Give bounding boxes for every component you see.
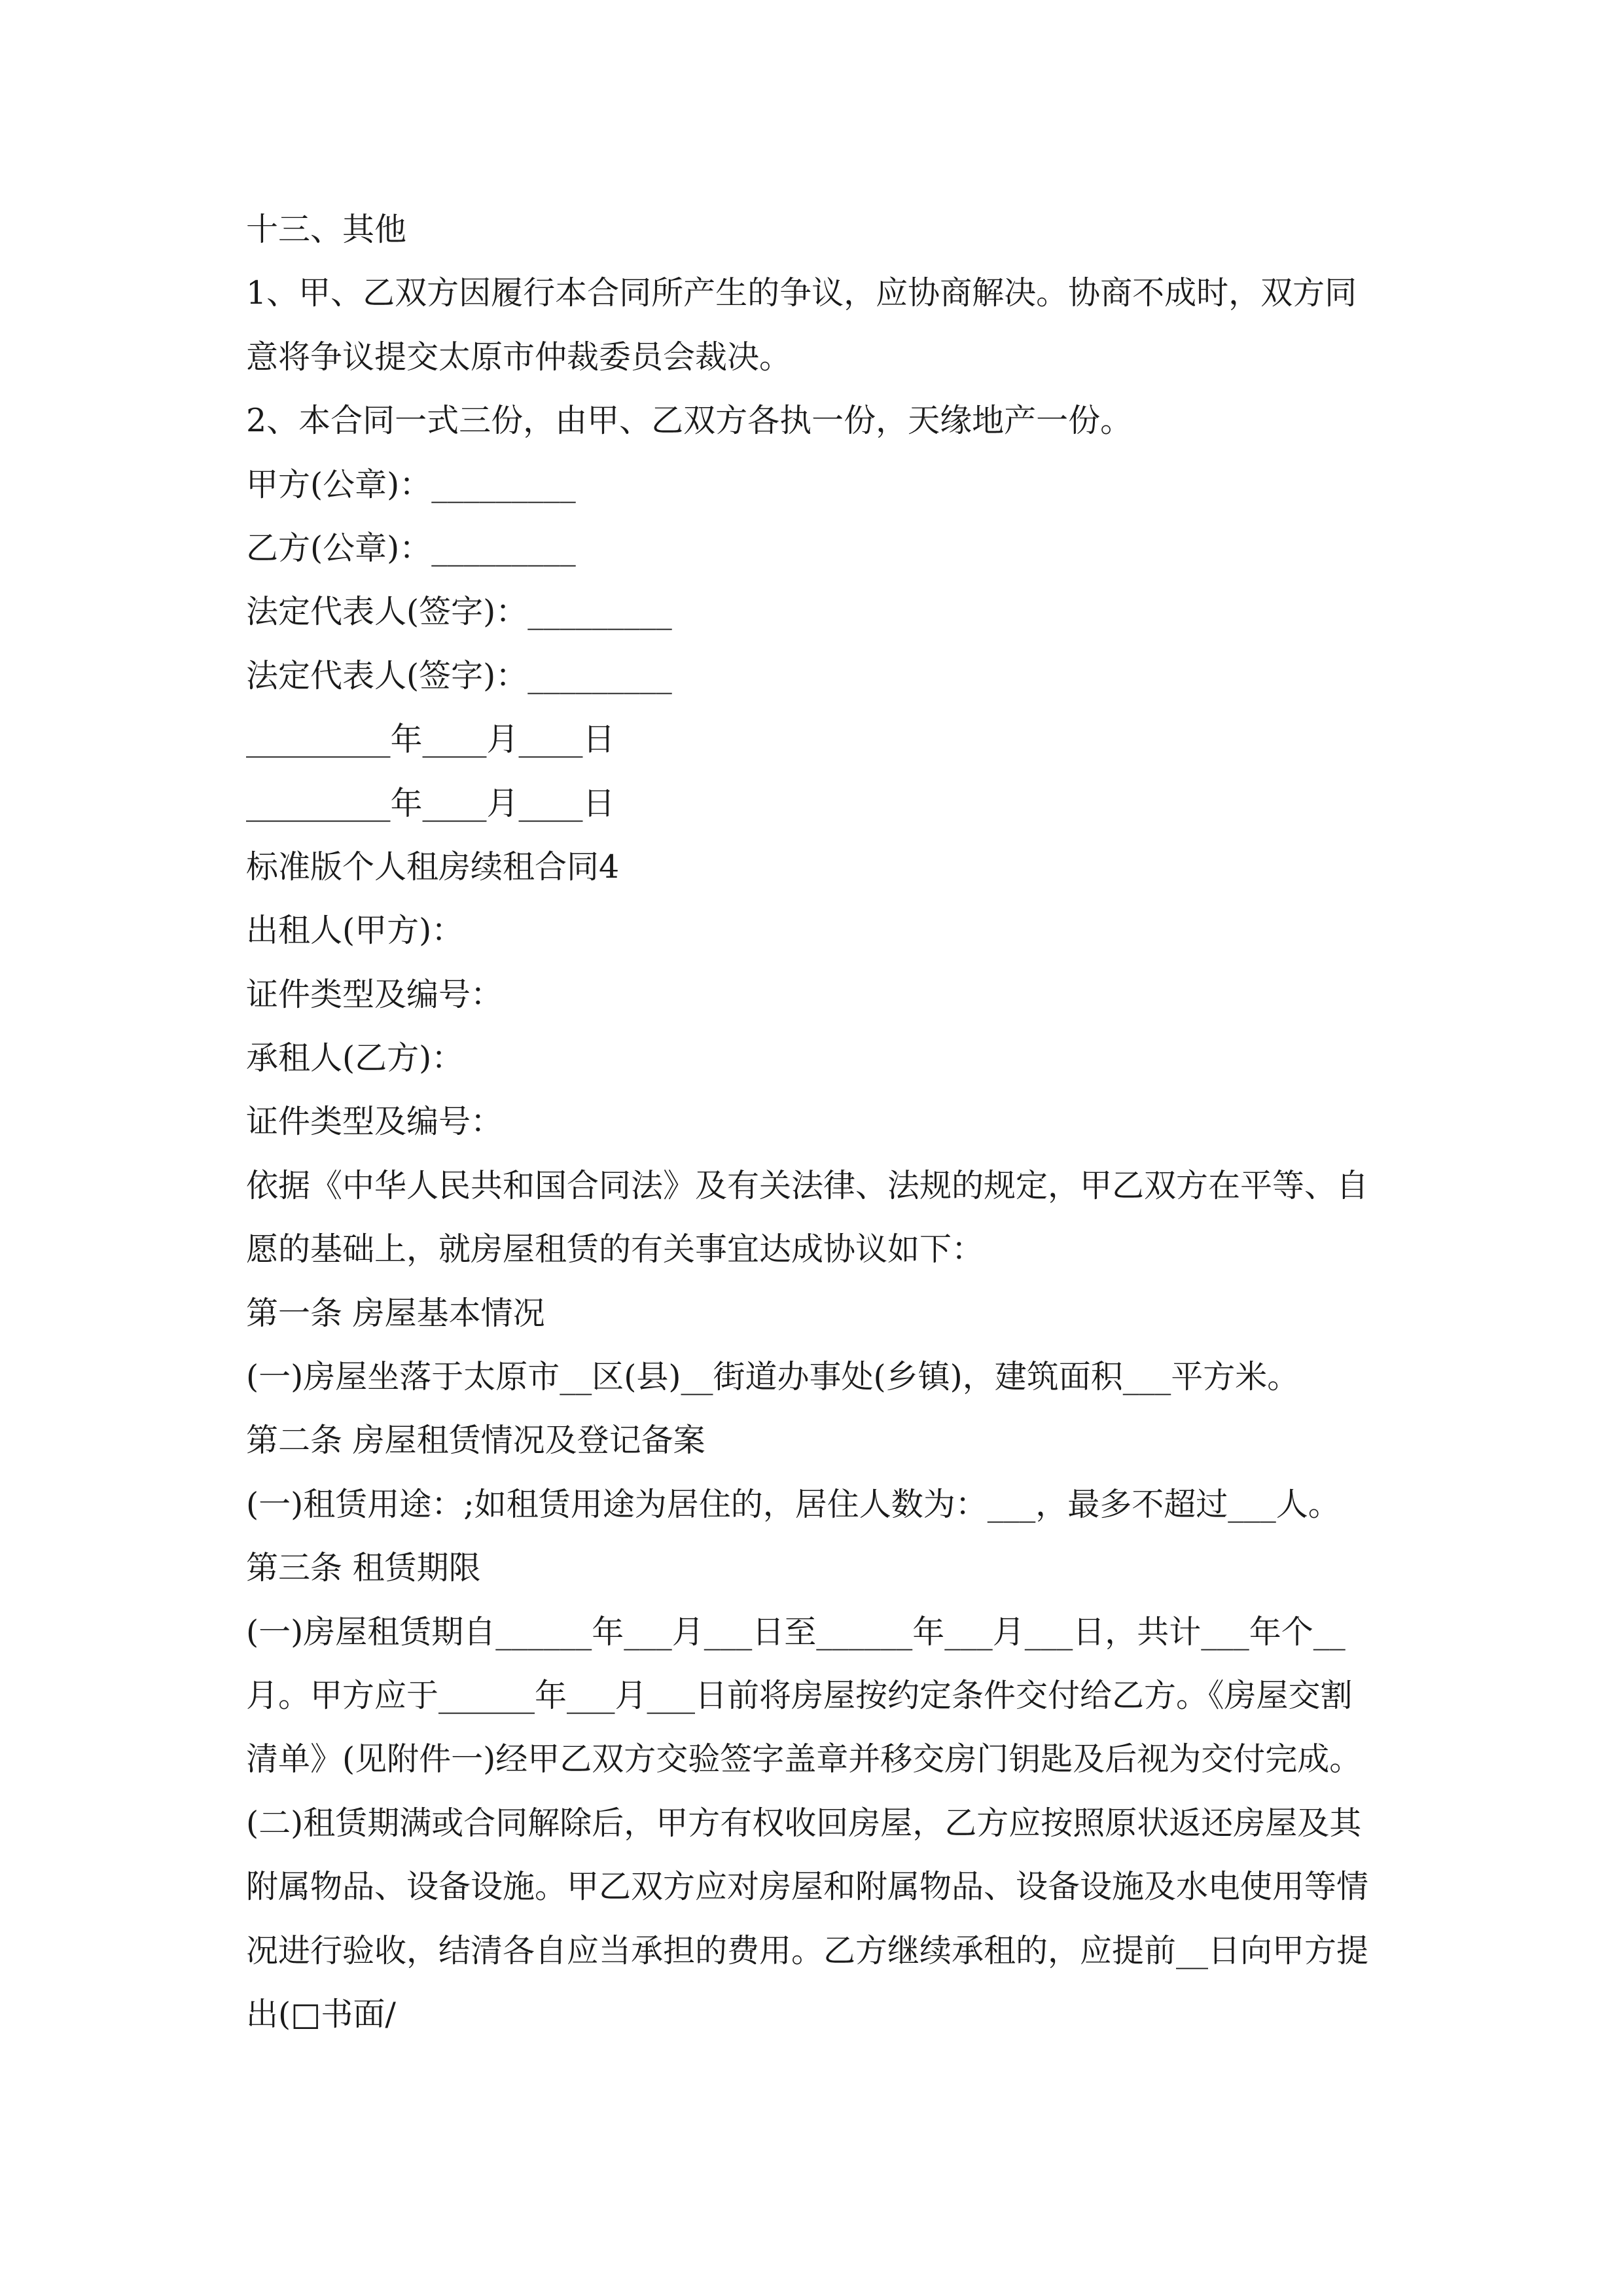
article-3-clause-1-line-3: 清单》(见附件一)经甲乙双方交验签字盖章并移交房门钥匙及后视为交付完成。	[246, 1740, 1362, 1778]
article-3-clause-1-line-1: (一)房屋租赁期自______年___月___日至______年___月___日，共计___年个__	[246, 1613, 1346, 1651]
contract-title: 标准版个人租房续租合同4	[246, 848, 620, 886]
lessor-id-field: 证件类型及编号：	[246, 975, 503, 1013]
article-1-clause-1: (一)房屋坐落于太原市__区(县)__街道办事处(乡镇)，建筑面积___平方米。	[246, 1358, 1300, 1396]
lessor-field: 出租人(甲方)：	[246, 912, 464, 950]
article-1-heading: 第一条 房屋基本情况	[246, 1294, 545, 1332]
lessee-id-field: 证件类型及编号：	[246, 1103, 503, 1141]
preamble-line-1: 依据《中华人民共和国合同法》及有关法律、法规的规定，甲乙双方在平等、自	[246, 1166, 1369, 1204]
article-3-clause-1-line-2: 月。甲方应于______年___月___日前将房屋按约定条件交付给乙方。《房屋交割	[246, 1676, 1353, 1714]
dispute-clause-line-2: 意将争议提交太原市仲裁委员会裁决。	[246, 338, 792, 376]
party-a-seal-line: 甲方(公章)：_________	[246, 465, 576, 503]
document-body	[246, 207, 1398, 2055]
copies-clause: 2、本合同一式三份，由甲、乙双方各执一份，天缘地产一份。	[246, 402, 1133, 440]
dispute-clause-line-1: 1、甲、乙双方因履行本合同所产生的争议，应协商解决。协商不成时，双方同	[246, 274, 1357, 312]
article-3-clause-2-line-3: 况进行验收，结清各自应当承担的费用。乙方继续承租的，应提前__日向甲方提	[246, 1931, 1369, 1969]
article-3-clause-2-line-2: 附属物品、设备设施。甲乙双方应对房屋和附属物品、设备设施及水电使用等情	[246, 1868, 1369, 1906]
article-3-heading: 第三条 租赁期限	[246, 1549, 481, 1587]
date-line: _________年____月____日	[246, 784, 615, 822]
date-line: _________年____月____日	[246, 721, 615, 759]
article-3-clause-2-line-4: 出(□书面/	[246, 1995, 396, 2033]
legal-rep-signature-line: 法定代表人(签字)：_________	[246, 593, 672, 631]
preamble-line-2: 愿的基础上，就房屋租赁的有关事宜达成协议如下：	[246, 1230, 984, 1268]
legal-rep-signature-line: 法定代表人(签字)：_________	[246, 656, 672, 694]
lessee-field: 承租人(乙方)：	[246, 1039, 464, 1077]
article-3-clause-2-line-1: (二)租赁期满或合同解除后，甲方有权收回房屋，乙方应按照原状返还房屋及其	[246, 1804, 1362, 1842]
article-2-heading: 第二条 房屋租赁情况及登记备案	[246, 1422, 705, 1460]
party-b-seal-line: 乙方(公章)：_________	[246, 529, 576, 567]
section-heading-other: 十三、其他	[246, 211, 407, 248]
article-2-clause-1: (一)租赁用途：;如租赁用途为居住的，居住人数为：___，最多不超过___人。	[246, 1485, 1340, 1523]
